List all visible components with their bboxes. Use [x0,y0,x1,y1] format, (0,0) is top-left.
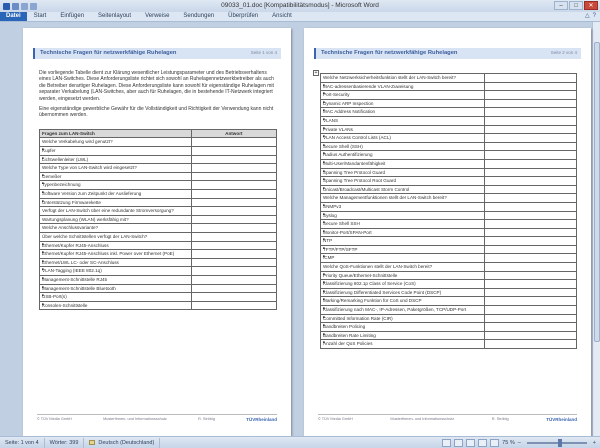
zoom-slider[interactable] [527,442,587,444]
ribbon-tab[interactable]: Einfügen [60,13,85,19]
ribbon-tab[interactable]: Ansicht [272,13,292,19]
answer-cell[interactable] [191,267,276,276]
option-text: VLAN Access Control Lists (ACL) [323,135,391,141]
option-text: Spanning Tree Protocol Guard [323,169,386,175]
header-title: Technische Fragen für netzwerkfähige Ruhelagen [40,49,177,56]
option-text: Konsolen-Schnittstelle [42,302,88,308]
table-row [321,185,577,194]
option-cell[interactable] [321,323,485,332]
footer-author: R. Ströbig [491,417,509,421]
option-text: Syslog [323,212,337,218]
table-row [40,207,277,216]
table-row [321,202,577,211]
table-row [321,314,577,323]
option-cell[interactable] [321,134,485,143]
question-table [39,129,277,310]
table-row [321,297,577,306]
option-text: Marking/Remarking Funktion für CoS und DSCP [323,298,422,304]
answer-cell[interactable] [191,190,276,199]
table-row [40,232,277,241]
question-text: Welche Anschlussvariante? [42,225,99,231]
question-cell[interactable] [321,74,485,83]
proofing-icon[interactable] [89,440,95,445]
intro-paragraph[interactable]: Die vorliegende Tabelle dient zur Klärung wesentlicher Leistungsparameter und des Betriebsverhaltens eines LAN-Switches. Diese Anforderungsliste richtet sich sowohl an Ruhelagennetzwerkbetreiber als auch die Betreiber derartiger Ruhelagen. Diese Anforderungsliste kann sowohl für eigenständige Ruhelagen mit separater Verkabelung (LAN-Switches, aber auch für Ruhelagen, die in bestehende IT-Netzwerk integriert werden, eingesetzt werden. [39,70,274,102]
answer-cell[interactable] [484,220,576,229]
table-row [321,168,577,177]
page-body [39,70,277,310]
option-cell[interactable] [321,151,485,160]
full-screen-view-button[interactable] [454,439,463,447]
table-row [40,155,277,164]
word-count[interactable]: Wörter: 399 [45,438,85,448]
question-table [320,73,577,349]
table-row [40,181,277,190]
footer-copyright: © TÜV Media GmbH [37,417,72,421]
status-bar [0,436,600,448]
option-text: Secure Shell SSH [323,221,360,227]
zoom-out-button[interactable]: – [517,439,521,446]
option-cell[interactable] [40,190,192,199]
answer-cell[interactable] [484,82,576,91]
answer-cell[interactable] [484,297,576,306]
answer-cell[interactable] [484,134,576,143]
answer-cell[interactable] [191,181,276,190]
option-text: Klassifizierung nach MAC-, IP-Adressen, Paketgrößen, TCP/UDP-Port [323,307,467,313]
table-row [321,211,577,220]
answer-cell[interactable] [191,164,276,173]
option-cell[interactable] [40,258,192,267]
option-cell[interactable] [40,293,192,302]
option-text: Private VLANs [323,126,353,132]
answer-cell[interactable] [191,198,276,207]
answer-cell[interactable] [484,202,576,211]
table-row [321,280,577,289]
option-text: VLAN-Tagging (IEEE 802.1q) [42,268,102,274]
option-text: Bandbreiten Rate Limiting [323,332,376,338]
table-row [40,147,277,156]
answer-cell[interactable] [191,155,276,164]
answer-cell[interactable] [191,258,276,267]
table-row [40,138,277,147]
option-text: Ethernet/LWL LC- oder SC-Anschluss [42,259,119,265]
table-header-answer: Antwort [191,129,276,138]
answer-cell[interactable] [484,185,576,194]
option-cell[interactable] [40,250,192,259]
answer-cell[interactable] [191,301,276,310]
option-cell[interactable] [321,340,485,349]
header-page-number: Seite 2 von 4 [550,50,577,55]
option-text: Gemeßer [42,173,62,179]
table-row [40,224,277,233]
option-text: Ethernet/Kupfer RJ45-Anschluss inkl. Power over Ethernet (PoE) [42,251,175,257]
print-layout-view-button[interactable] [442,439,451,447]
table-row [321,74,577,83]
table-row [40,301,277,310]
answer-cell[interactable] [484,245,576,254]
option-cell[interactable] [321,254,485,263]
answer-cell[interactable] [191,275,276,284]
question-text: Welche Type von LAN-Switch wird eingesetzt? [42,165,137,171]
option-cell[interactable] [321,142,485,151]
table-row [40,172,277,181]
option-cell[interactable] [321,288,485,297]
page-body [320,73,577,349]
question-text: Welche Managementfunktionen stellt der LAN-Switch bereit? [323,195,447,201]
collapse-ribbon-icon[interactable]: △ [585,13,590,19]
option-cell[interactable] [40,284,192,293]
option-cell[interactable] [40,155,192,164]
table-move-handle[interactable]: + [314,70,318,76]
answer-cell[interactable] [191,138,276,147]
option-cell[interactable] [321,159,485,168]
help-icon[interactable]: ? [592,13,596,19]
question-text: Welche QoS-Funktionen stellt der LAN-Switch bereit? [323,264,433,270]
table-row [321,99,577,108]
answer-cell[interactable] [191,232,276,241]
answer-cell[interactable] [484,125,576,134]
option-text: Klassifizierung 802.1p Class of Service (CoS) [323,281,416,287]
footer-author: R. Ströbig [198,417,215,421]
page-footer [318,414,577,424]
option-cell[interactable] [321,271,485,280]
table-row [321,306,577,315]
option-cell[interactable] [321,116,485,125]
footer-note: Musterfirmen- und Informationsschutz [390,417,455,421]
answer-cell[interactable] [484,99,576,108]
table-row [40,293,277,302]
zoom-in-button[interactable]: + [592,439,596,446]
zoom-level[interactable]: 75 % [502,439,515,446]
option-cell[interactable] [321,237,485,246]
answer-cell[interactable] [484,288,576,297]
option-cell[interactable] [321,331,485,340]
option-cell[interactable] [40,172,192,181]
option-cell[interactable] [40,241,192,250]
option-text: Klassifizierung Differentiated Services Code Point (DSCP) [323,289,442,295]
table-row [40,267,277,276]
option-text: Ethernet/Kupfer RJ45-Anschluss [42,242,109,248]
option-text: Secure Shell (SSH) [323,143,363,149]
table-row [40,215,277,224]
answer-cell[interactable] [484,263,576,272]
table-row [40,164,277,173]
answer-cell[interactable] [191,241,276,250]
answer-cell[interactable] [484,74,576,83]
answer-cell[interactable] [484,211,576,220]
table-row [321,177,577,186]
table-row [40,250,277,259]
outline-view-button[interactable] [478,439,487,447]
option-cell[interactable] [321,280,485,289]
answer-cell[interactable] [484,116,576,125]
table-row [321,288,577,297]
window-title: 09033_01.doc [Kompatibilitätsmodus] - Microsoft Word [221,2,379,9]
table-row [321,82,577,91]
option-cell[interactable] [40,198,192,207]
option-text: Dynamic ARP Inspection [323,100,374,106]
table-row [321,220,577,229]
zoom-slider-knob[interactable] [558,439,562,447]
table-row [321,340,577,349]
option-text: SNMPv3 [323,203,342,209]
option-cell[interactable] [40,147,192,156]
maximize-button[interactable]: □ [569,1,583,10]
title-bar [0,0,600,12]
option-cell[interactable] [321,211,485,220]
question-cell[interactable] [321,194,485,203]
answer-cell[interactable] [484,280,576,289]
option-text: USB-Port(s) [42,294,67,300]
ribbon-tab[interactable]: Überprüfen [228,13,259,19]
header-title: Technische Fragen für netzwerkfähige Ruhelagen [321,49,458,56]
answer-cell[interactable] [191,207,276,216]
answer-cell[interactable] [484,306,576,315]
option-text: Port-Security [323,92,350,98]
page-header [314,48,581,59]
option-text: ICMP [323,255,335,261]
document-page-2[interactable] [304,28,591,436]
answer-cell[interactable] [484,108,576,117]
option-cell[interactable] [321,108,485,117]
option-text: Kupfer [42,148,56,154]
option-text: Spanning Tree Protocol Root Guard [323,178,397,184]
table-row [40,275,277,284]
option-cell[interactable] [40,181,192,190]
language-area [84,438,160,448]
answer-cell[interactable] [484,91,576,100]
disclaimer-paragraph[interactable]: Eine eigenständige gewerbliche Gewähr für die Vollständigkeit und Richtigkeit der Verwendung kann nicht übernommen werden. [39,106,274,119]
web-layout-view-button[interactable] [466,439,475,447]
option-text: Anzahl der QoS Policies [323,341,373,347]
language-indicator[interactable]: Deutsch (Deutschland) [98,439,155,446]
answer-cell[interactable] [484,331,576,340]
page-footer [37,414,277,424]
table-row [321,134,577,143]
question-text: Verfügt der LAN-Switch über eine redundante Stromversorgung? [42,208,174,214]
option-text: Monitor-Port/SPAN-Port [323,229,372,235]
question-text: Über welche Schnittstellen verfügt der LAN-Switch? [42,233,148,239]
option-text: MAC Address Notification [323,109,376,115]
footer-note: Musterfirmen- und Informationsschutz [103,417,167,421]
option-cell[interactable] [321,82,485,91]
ribbon-tab[interactable]: Verweise [145,13,170,19]
option-cell[interactable] [321,177,485,186]
ribbon-tab[interactable]: Datei [0,12,27,21]
question-cell[interactable] [40,207,192,216]
minimize-button[interactable]: – [554,1,568,10]
answer-cell[interactable] [191,147,276,156]
question-cell[interactable] [40,138,192,147]
option-cell[interactable] [321,245,485,254]
table-row [321,237,577,246]
table-row [321,271,577,280]
scrollbar-thumb[interactable] [594,42,600,342]
answer-cell[interactable] [484,151,576,160]
option-cell[interactable] [40,267,192,276]
option-text: MAC-adressenbasierende VLAN-Zuweisung [323,83,414,89]
answer-cell[interactable] [484,271,576,280]
draft-view-button[interactable] [490,439,499,447]
document-page-1[interactable] [23,28,291,436]
option-cell[interactable] [321,185,485,194]
answer-cell[interactable] [484,237,576,246]
option-text: NTP [323,238,333,244]
answer-cell[interactable] [484,168,576,177]
option-cell[interactable] [321,220,485,229]
table-row [321,254,577,263]
table-row [321,108,577,117]
option-text: Radius Authentifizierung [323,152,373,158]
option-text: VLANS [323,117,339,123]
table-row [321,159,577,168]
answer-cell[interactable] [484,142,576,151]
ribbon-tabs [0,12,600,22]
table-row [321,125,577,134]
option-text: Committed Information Rate (CIR) [323,315,393,321]
header-page-number: Seite 1 von 4 [250,50,277,55]
option-text: Management-Schnittstelle Bluetooth [42,285,116,291]
answer-cell[interactable] [191,284,276,293]
option-cell[interactable] [321,314,485,323]
option-cell[interactable] [321,99,485,108]
option-text: Management-Schnittstelle RJ45 [42,276,108,282]
answer-cell[interactable] [191,215,276,224]
question-text: Wartungsplanung (WLAN) werksfähig mit? [42,216,129,222]
answer-cell[interactable] [191,250,276,259]
option-text: Lichtwellenleiter (LWL) [42,156,89,162]
option-text: Unicast/Broadcast/Multicast Storm Control [323,186,410,192]
table-row [40,241,277,250]
question-text: Welche Netzwerksicherheitsfunktion stellt der LAN-Switch bereit? [323,75,456,80]
tuv-logo: TÜVRheinland [246,417,277,422]
table-row [40,258,277,267]
answer-cell[interactable] [191,172,276,181]
option-text: Software Version zum Zeitpunkt der Auslieferung [42,191,142,196]
table-row [321,91,577,100]
table-row [321,331,577,340]
option-cell[interactable] [321,125,485,134]
ribbon-tab[interactable]: Start [33,13,47,19]
question-cell[interactable] [40,215,192,224]
question-text: Welche Verkabelung wird genutzt? [42,139,113,145]
answer-cell[interactable] [484,340,576,349]
option-cell[interactable] [321,228,485,237]
table-row [40,284,277,293]
ribbon-tab[interactable]: Sendungen [183,13,215,19]
answer-cell[interactable] [484,314,576,323]
answer-cell[interactable] [484,228,576,237]
answer-cell[interactable] [191,293,276,302]
ribbon-tab[interactable]: Seitenlayout [98,13,132,19]
footer-copyright: © TÜV Media GmbH [318,417,353,421]
table-header-question: Fragen zum LAN-Switch [40,129,192,138]
answer-cell[interactable] [191,224,276,233]
question-cell[interactable] [40,232,192,241]
vertical-scrollbar[interactable] [592,22,600,436]
close-button[interactable]: ✕ [584,1,598,10]
option-text: Bandbreiten Policing [323,324,366,330]
option-cell[interactable] [321,297,485,306]
option-text: TFTP/FTP/SFTP [323,246,358,252]
tuv-logo: TÜVRheinland [546,417,577,422]
answer-cell[interactable] [484,254,576,263]
table-row [321,116,577,125]
table-row [321,142,577,151]
option-cell[interactable] [40,275,192,284]
table-row [321,151,577,160]
option-cell[interactable] [40,301,192,310]
answer-cell[interactable] [484,177,576,186]
option-text: Priority Queue/Ethernet-Schnittstelle [323,272,398,278]
table-row [321,263,577,272]
option-text: Typenbezeichnung [42,182,81,188]
question-cell[interactable] [40,224,192,233]
option-text: Multi-User/Mandantenfähigkeit [323,160,386,166]
option-text: Unterstützung Firmwarekette [42,199,101,205]
option-cell[interactable] [321,91,485,100]
answer-cell[interactable] [484,323,576,332]
option-cell[interactable] [321,306,485,315]
table-row [321,245,577,254]
page-header [33,48,281,59]
page-count[interactable]: Seite: 1 von 4 [0,438,45,448]
option-cell[interactable] [321,202,485,211]
question-cell[interactable] [321,263,485,272]
option-cell[interactable] [321,168,485,177]
question-cell[interactable] [40,164,192,173]
table-row [321,228,577,237]
answer-cell[interactable] [484,159,576,168]
table-row [321,323,577,332]
table-row [321,194,577,203]
table-row [40,198,277,207]
table-row [40,190,277,199]
answer-cell[interactable] [484,194,576,203]
